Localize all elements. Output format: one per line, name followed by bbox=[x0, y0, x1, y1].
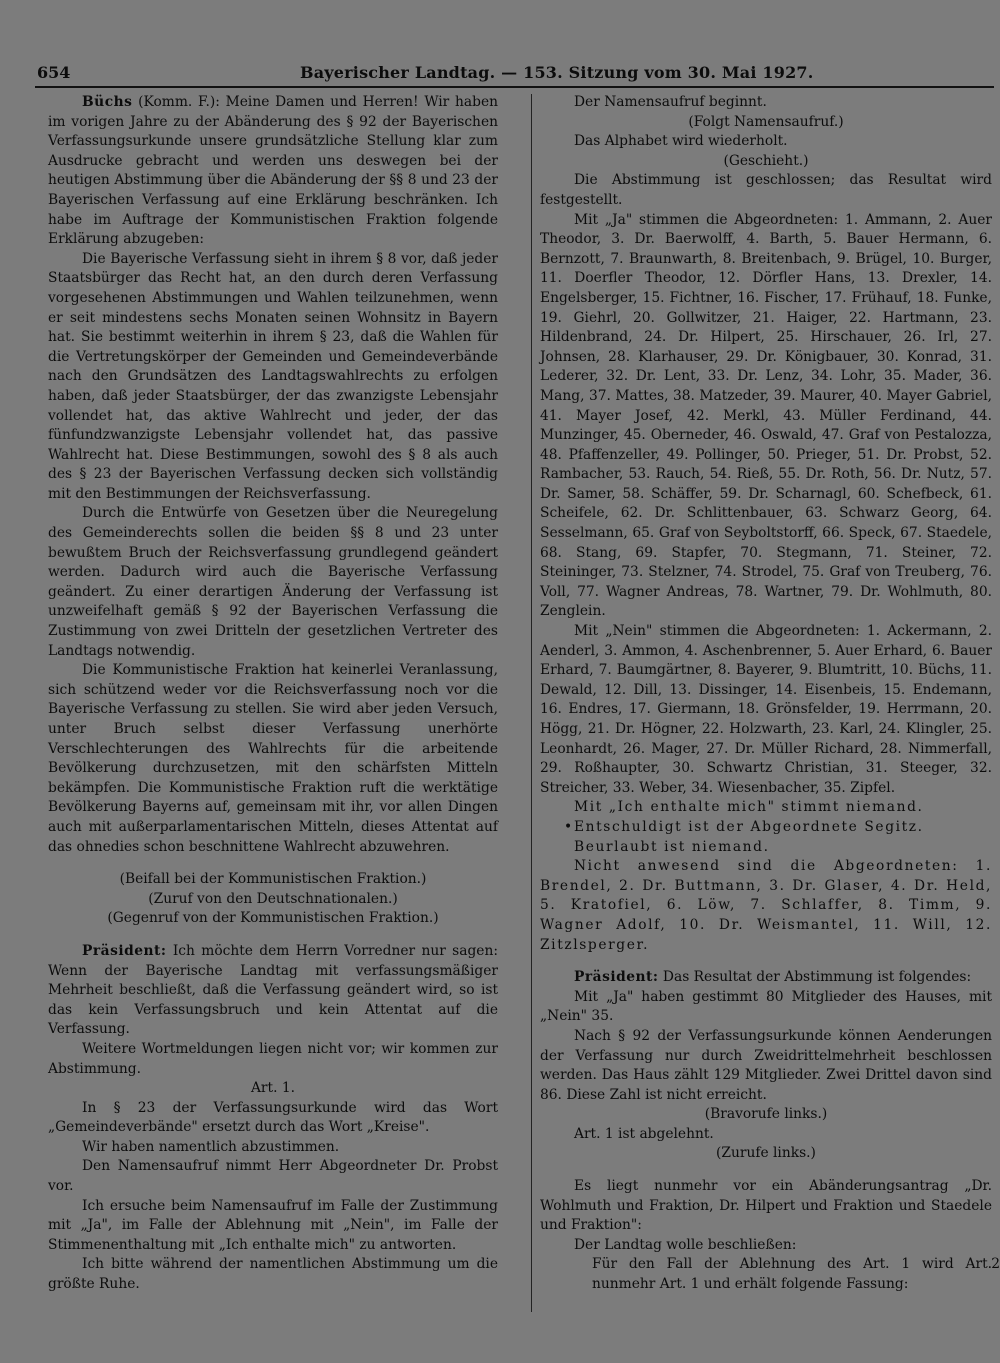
speech-text: (Komm. F.): Meine Damen und Herren! Wir haben im vorigen Jahre zu der Abänderung des § 92 der Bayerischen Verfassungsurkunde unsere grundsätzliche Stellung klar zum Ausdrucke gebracht und werden uns deswegen bei der heutigen Abstimmung über die Abänderung der §§ 8 und 23 der Bayerischen Verfassung auf eine Erklärung beschränken. Ich habe im Auftrage der Kommunistischen Fraktion folgende Erklärung abzugeben: bbox=[48, 94, 498, 248]
page-number: 654 bbox=[37, 63, 71, 82]
abstentions: Mit „Ich enthalte mich" stimmt niemand. bbox=[574, 799, 924, 816]
paragraph: Ich ersuche beim Namensaufruf im Falle der Zustimmung mit „Ja", im Falle der Ablehnung mit „Nein", im Falle der Stimmenenthaltung mit „Ich enthalte mich" zu antworten. bbox=[48, 1197, 498, 1253]
speaker-name: Büchs bbox=[82, 94, 133, 110]
paragraph: Der Landtag wolle beschließen: bbox=[574, 1236, 797, 1253]
on-leave: Beurlaubt ist niemand. bbox=[574, 838, 770, 855]
paragraph: Die Abstimmung ist geschlossen; das Resultat wird festgestellt. bbox=[540, 172, 992, 208]
paragraph: Nach § 92 der Verfassungsurkunde können Aenderungen der Verfassung nur durch Zweidrittelmehrheit beschlossen werden. Das Haus zählt 129 Mitglieder. Zwei Drittel davon sind 86. Diese Zahl ist nicht erreicht. bbox=[540, 1027, 992, 1103]
margin-number: 2 bbox=[991, 1256, 1000, 1273]
paragraph: Durch die Entwürfe von Gesetzen über die Neuregelung des Gemeinderechts sollen die beiden §§ 8 und 23 unter bewußtem Bruch der Reichsverfassung grundlegend geändert werden. Dadurch wird auch die Bayerische Verfassung geändert. Zu einer derartigen Änderung der Verfassung ist unzweifelhaft gemäß § 92 der Bayerischen Verfassung die Zustimmung von zwei Dritteln der gesetzlichen Vertreter des Landtags notwendig. bbox=[48, 505, 498, 659]
stage-note: (Geschieht.) bbox=[723, 152, 809, 169]
left-column bbox=[48, 93, 498, 1295]
interjection: (Bravorufe links.) bbox=[704, 1106, 828, 1123]
paragraph: Der Namensaufruf beginnt. bbox=[574, 94, 767, 110]
article-heading: Art. 1. bbox=[250, 1080, 296, 1097]
yes-votes-list: Mit „Ja" stimmen die Abgeordneten: 1. Ammann, 2. Auer Theodor, 3. Dr. Baerwolff, 4. Barth, 5. Bauer Hermann, 6. Bernzott, 7. Braunwarth, 8. Breitenbach, 9. Brügel, 10. Burger, 11. Doerfler Theodor, 12. Dörfler Hans, 13. Drexler, 14. Engelsberger, 15. Fichtner, 16. Fischer, 17. Frühauf, 18. Funke, 19. Giehrl, 20. Gollwitzer, 21. Haiger, 22. Hartmann, 23. Hildenbrand, 24. Dr. Hilpert, 25. Hirschauer, 26. Irl, 27. Johnsen, 28. Klarhauser, 29. Dr. Königbauer, 30. Konrad, 31. Lederer, 32. Dr. Lent, 33. Dr. Lenz, 34. Lohr, 35. Mader, 36. Mang, 37. Mattes, 38. Matzeder, 39. Maurer, 40. Mayer Gabriel, 41. Mayer Josef, 42. Merkl, 43. Müller Ferdinand, 44. Munzinger, 45. Oberneder, 46. Oswald, 47. Graf von Pestalozza, 48. Pfaffenzeller, 49. Pollinger, 50. Prieger, 51. Dr. Probst, 52. Rambacher, 53. Rauch, 54. Rieß, 55. Dr. Roth, 56. Dr. Nutz, 57. Dr. Samer, 58. Schäffer, 59. Dr. Scharnagl, 60. Schefbeck, 61. Scheifele, 62. Dr. Schlittenbauer, 63. Schwarz Georg, 64. Sesselmann, 65. Graf von Seyboltstorff, 66. Speck, 67. Staedele, 68. Stang, 69. Stapfer, 70. Stegmann, 71. Steiner, 72. Steininger, 73. Stelzner, 74. Strodel, 75. Graf von Treuberg, 76. Voll, 77. Wagner Andreas, 78. Wartner, 79. Dr. Wohlmuth, 80. Zenglein. bbox=[540, 211, 992, 620]
speech-buechs bbox=[48, 93, 498, 250]
amendment-text: Für den Fall der Ablehnung des Art. 1 wird Art. nunmehr Art. 1 und erhält folgende Fassung: 2 bbox=[592, 1256, 1000, 1293]
paragraph: Die Kommunistische Fraktion hat keinerlei Veranlassung, sich schützend weder vor die Reichsverfassung noch vor die Bayerische Verfassung zu stellen. Sie wird aber jeden Versuch, unter Bruch selbst dieser Verfassung unerhörte Verschlechterungen des Wahlrechts für die arbeitende Bevölkerung durchzusetzen, mit den schärfsten Mitteln bekämpfen. Die Kommunistische Fraktion ruft die werktätige Bevölkerung Bayerns auf, gemeinsam mit ihr, vor allen Dingen auch mit außerparlamentarischen Mitteln, dieses Attentat auf das ohnedies schon beschnittene Wahlrecht abzuwehren. bbox=[48, 662, 498, 855]
running-title: Bayerischer Landtag. — 153. Sitzung vom 30. Mai 1927. bbox=[300, 63, 814, 82]
speaker-name: Präsident: bbox=[82, 942, 167, 959]
paragraph: Ich bitte während der namentlichen Abstimmung um die größte Ruhe. bbox=[48, 1256, 498, 1293]
speech-praesident bbox=[48, 942, 498, 1040]
interjection: (Zuruf von den Deutschnationalen.) bbox=[148, 890, 398, 907]
speech-text: Ich möchte dem Herrn Vorredner nur sagen: Wenn der Bayerische Landtag mit verfassungsmäßiger Mehrheit beschließt, daß die Verfassung geändert wird, so ist das kein Verfassungsbruch und kein Attentat auf die Verfassung. bbox=[48, 942, 498, 1038]
excused: • Entschuldigt ist der Abgeordnete Segitz. bbox=[564, 818, 924, 835]
speech-praesident-result bbox=[540, 968, 992, 988]
speech-text: Das Resultat der Abstimmung ist folgendes: bbox=[658, 969, 972, 986]
amendment-motion: Es liegt nunmehr vor ein Abänderungsantrag „Dr. Wohlmuth und Fraktion, Dr. Hilpert und Fraktion und Staedele und Fraktion": bbox=[540, 1178, 992, 1234]
column-divider bbox=[531, 94, 532, 1312]
paragraph: Den Namensaufruf nimmt Herr Abgeordneter Dr. Probst vor. bbox=[48, 1158, 498, 1195]
absent-list: Nicht anwesend sind die Abgeordneten: 1. Brendel, 2. Dr. Buttmann, 3. Dr. Glaser, 4. Dr. Held, 5. Kratofiel, 6. Löw, 7. Schlaffer, 8. Timm, 9. Wagner Adolf, 10. Dr. Weismantel, 11. Will, 12. Zitzlsperger. bbox=[540, 858, 992, 953]
speaker-name: Präsident: bbox=[574, 969, 659, 986]
interjection: (Zurufe links.) bbox=[716, 1145, 816, 1162]
paragraph: Weitere Wortmeldungen liegen nicht vor; wir kommen zur Abstimmung. bbox=[48, 1040, 498, 1077]
right-column bbox=[540, 93, 1000, 1295]
paragraph: Die Bayerische Verfassung sieht in ihrem § 8 vor, daß jeder Staatsbürger das Recht hat, an den durch deren Verfassung vorgesehenen Abstimmungen und Wahlen teilzunehmen, wenn er seit mindestens sechs Monaten seinen Wohnsitz in Bayern hat. Sie bestimmt weiterhin in ihrem § 23, daß die Wahlen für die Vertretungskörper der Gemeinden und Gemeindeverbände nach den Grundsätzen des Landtagswahlrechts zu erfolgen haben, daß jeder Staatsbürger, der das zwanzigste Lebensjahr vollendet hat, das aktive Wahlrecht und jeder, der das fünfundzwanzigste Lebensjahr vollendet hat, das passive Wahlrecht hat. Diese Bestimmungen, sowohl des § 8 als auch des § 23 der Bayerischen Verfassung decken sich vollständig mit den Bestimmungen der Reichsverfassung. bbox=[48, 250, 498, 502]
stage-note: (Folgt Namensaufruf.) bbox=[688, 113, 844, 130]
vote-result: Mit „Ja" haben gestimmt 80 Mitglieder des Hauses, mit „Nein" 35. bbox=[540, 988, 992, 1025]
header-rule bbox=[35, 86, 994, 88]
paragraph: Art. 1 ist abgelehnt. bbox=[574, 1125, 714, 1142]
interjection: (Beifall bei der Kommunistischen Fraktion.) bbox=[119, 871, 427, 888]
article-text: In § 23 der Verfassungsurkunde wird das Wort „Gemeindeverbände" ersetzt durch das Wort „Kreise". bbox=[48, 1099, 498, 1136]
paragraph: Wir haben namentlich abzustimmen. bbox=[82, 1138, 340, 1155]
no-votes-list: Mit „Nein" stimmen die Abgeordneten: 1. Ackermann, 2. Aenderl, 3. Ammon, 4. Aschenbrenner, 5. Auer Erhard, 6. Bauer Erhard, 7. Baumgärtner, 8. Bayerer, 9. Blumtritt, 10. Büchs, 11. Dewald, 12. Dill, 13. Dissinger, 14. Eisenbeis, 15. Endemann, 16. Endres, 17. Giermann, 18. Grönsfelder, 19. Herrmann, 20. Högg, 21. Dr. Högner, 22. Holzwarth, 23. Karl, 24. Klingler, 25. Leonhardt, 26. Mager, 27. Dr. Müller Richard, 28. Nimmerfall, 29. Roßhaupter, 30. Schwartz Christian, 31. Steeger, 32. Streicher, 33. Weber, 34. Wiesenbacher, 35. Zipfel. bbox=[540, 623, 992, 796]
paragraph: Das Alphabet wird wiederholt. bbox=[574, 133, 788, 150]
interjection: (Gegenruf von der Kommunistischen Fraktion.) bbox=[107, 910, 439, 927]
